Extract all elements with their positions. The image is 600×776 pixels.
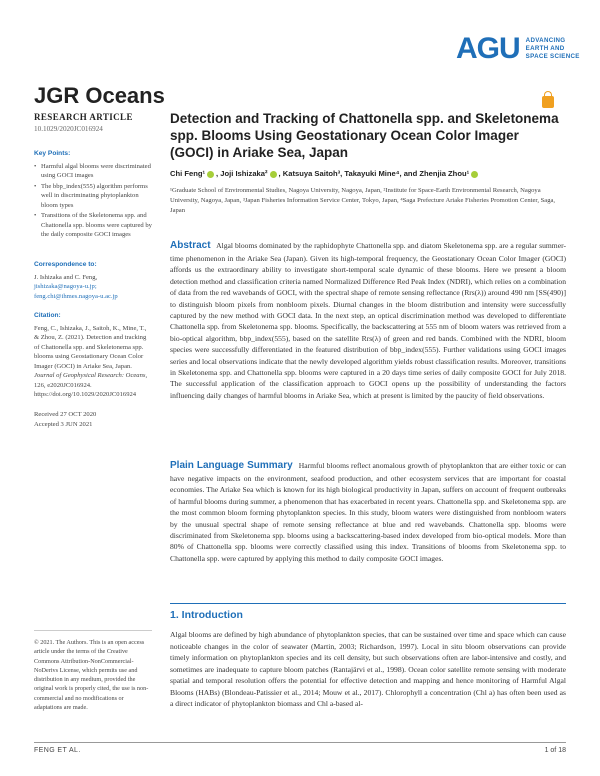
page-number: 1 of 18 [544, 747, 566, 754]
article-type: RESEARCH ARTICLE [34, 112, 133, 122]
agu-tagline-line-1: ADVANCING [525, 37, 566, 45]
orcid-icon[interactable] [471, 171, 478, 178]
agu-logo-text: AGU [456, 32, 520, 65]
agu-logo [456, 34, 580, 64]
citation [34, 311, 152, 400]
affiliations: ¹Graduate School of Environmental Studies, Nagoya University, Nagoya, Japan, ²Institute for Space-Earth Environmental Research, Nagoya University, Nagoya, Japan, ³Japan Fisheries Information Service Center, Tokyo, Japan, ⁴Saga Prefecture Ariake Fisheries Promotion Center, Saga, Japan [170, 187, 556, 215]
key-points-list [34, 162, 152, 240]
introduction-text: Algal blooms are defined by high abundance of phytoplankton species, that can be sustained over time and space which can cause noticeable changes in the color of seawater (Martin, 2003; Richardson, 1997). Local in situ bloom observations can provide timely information on phytoplankton species and its cell density, but such observations often are labor-intensive and costly, and sometimes are inadequate to capture bloom patches (Rantajärvi et al., 1998). Ocean color satellite remote sensing with moderate spatial and temporal resolution offers the potential for effective detection and mapping and hence monitoring of Harmful Algal Blooms (HABs) (Blondeau-Patissier et al., 2014; Mouw et al., 2017). Chlorophyll a concentration (Chl a) has often been used as a direct indicator of phytoplankton biomass and Chl a-based al- [170, 630, 566, 709]
key-point-item: • Harmful algal blooms were discriminated using GOCI images [34, 162, 152, 181]
plain-language-summary [170, 458, 566, 564]
abstract [170, 238, 566, 401]
author-name: Joji Ishizaka² [220, 169, 268, 178]
journal-title: JGR Oceans [34, 83, 165, 108]
open-access-lock-icon [542, 96, 554, 108]
correspondence-heading: Correspondence to: [34, 261, 97, 268]
agu-tagline [526, 37, 580, 60]
citation-volume-doi[interactable]: 126, e2020JC016924. https://doi.org/10.1029/2020JC016924 [34, 381, 137, 399]
author-name: Katsuya Saitoh³, [282, 169, 343, 178]
orcid-icon[interactable] [207, 171, 214, 178]
citation-heading: Citation: [34, 312, 61, 319]
correspondence-names: J. Ishizaka and C. Feng, [34, 273, 98, 281]
correspondence-email-1[interactable]: jishizaka@nagoya-u.jp; [34, 283, 97, 291]
key-points [34, 149, 152, 241]
author-list: Chi Feng¹ , Joji Ishizaka² , Katsuya Saitoh³, Takayuki Mine⁴, and Zhenjia Zhou¹ [170, 169, 566, 178]
author-name: Takayuki Mine⁴, and [344, 169, 418, 178]
article-dates [34, 410, 152, 429]
footer-authors: FENG ET AL. [34, 747, 81, 754]
agu-tagline-line-2: EARTH AND [525, 45, 565, 53]
agu-wordmark [456, 34, 520, 64]
citation-text: Feng, C., Ishizaka, J., Saitoh, K., Mine, T., & Zhou, Z. (2021). Detection and tracking of Chattonella spp. and Skeletonema spp. blooms using Geostationary Ocean Color Imager (GOCI) in Ariake Sea, Japan. [34, 324, 147, 370]
correspondence [34, 260, 152, 301]
footer-divider [34, 742, 566, 743]
pls-heading: Plain Language Summary [170, 460, 293, 471]
abstract-heading: Abstract [170, 240, 211, 251]
article-title: Detection and Tracking of Chattonella spp. and Skeletonema spp. Blooms Using Geostationary Ocean Color Imager (GOCI) in Ariake Sea, Japan [170, 111, 559, 161]
correspondence-email-2[interactable]: feng.chi@ihmes.nagoya-u.ac.jp [34, 292, 118, 300]
introduction-divider [170, 603, 566, 604]
orcid-icon[interactable] [270, 171, 277, 178]
key-point-item: • Transitions of the Skeletonema spp. and Chattonella spp. blooms were captured by the daily composite GOCI images [34, 211, 152, 240]
license-divider [34, 630, 152, 631]
pls-text: Harmful blooms reflect anomalous growth of phytoplankton that are either toxic or can have negative impacts on the environment, seafood production, and other ecosystem services that are important for coastal economies. The Ariake Sea which is known for its high biological productivity in Japan, suffers on account of frequent outbreaks of harmful blooms during summer, a phenomenon that has exacerbated in recent years. Chattonella spp. and Skeletonema spp. are the most common bloom forming phytoplankton species. In this study, bloom waters were distinguished from nonbloom waters by the unusual spectral shape of remote sensing reflectance at blue and red wavebands. Chattonella spp. blooms were discriminated from Skeletonema spp. blooms using a backscattering-based index developed from bio-optical models. More than 80% of Chattonella spp. blooms were correctly classified using this index. Transitions of blooms from Skeletonema spp. to Chattonella spp. were captured by applying this method to daily composite GOCI images. [170, 461, 566, 563]
doi[interactable]: 10.1029/2020JC016924 [34, 125, 103, 133]
key-points-heading: Key Points: [34, 150, 71, 157]
citation-journal: Journal of Geophysical Research: Oceans, [34, 372, 148, 380]
key-point-item: • The bbp_index(555) algorithm performs well in discriminating phytoplankton bloom types [34, 182, 152, 211]
author-name: Chi Feng¹ [170, 169, 206, 178]
license-notice: © 2021. The Authors. This is an open access article under the terms of the Creative Commons Attribution-NonCommercial-NoDerivs License, which permits use and distribution in any medium, provided the original work is properly cited, the use is non-commercial and no modifications or adaptations are made. [34, 639, 149, 712]
author-name: Zhenjia Zhou¹ [419, 169, 470, 178]
received-date: Received 27 OCT 2020 [34, 411, 97, 418]
introduction-heading: 1. Introduction [170, 609, 243, 621]
abstract-text: Algal blooms dominated by the raphidophyte Chattonella spp. and diatom Skeletonema spp. are a regular summer-time phenomenon in the Ariake Sea (Japan). Given its high-temporal frequency, the Geostationary Ocean Color Imager (GOCI) affords us the extraordinary ability to investigate short-temporal scale dynamic of these blooms. Here we present a bloom detection method and classification criteria named Normalized Difference Red Peak Index (NDRI), which relies on a combination of data from the red wavebands of GOCI, with the spectral shape of remote sensing reflectance (Rrs(λ)) around 490 nm [SS(490)] to distinguish bloom pixels from nonbloom pixels. Diurnal changes in the bloom distribution and intensity were successfully captured by the new method with GOCI data. In the next step, an optical discrimination method was developed to differentiate Chattonella spp. from Skeletonema spp. blooms. Specifically, the backscattering at 555 nm of bloom waters was retrieved from a bio-optical algorithm, bbp_index(555), based on the satellite Rrs(λ) of green and red bands. Combined with the NDRI, bloom species were successfully differentiated in the featured distribution of bbp_index(555). Further validations using GOCI images series and local observations indicate that the newly developed algorithm yields robust classification results. Moreover, transitions in Skeletonema spp. and Chattonella spp. blooms were captured in a 20 days time series of daily composite GOCI for July 2018. The successful application of the classification approach to GOCI opens up the possibility of understanding the factors influencing daily changes of harmful blooms in Ariake Sea, which at present is limited by the paucity of field observations. [170, 241, 566, 400]
accepted-date: Accepted 3 JUN 2021 [34, 420, 93, 428]
agu-tagline-line-3: SPACE SCIENCE [525, 52, 580, 60]
